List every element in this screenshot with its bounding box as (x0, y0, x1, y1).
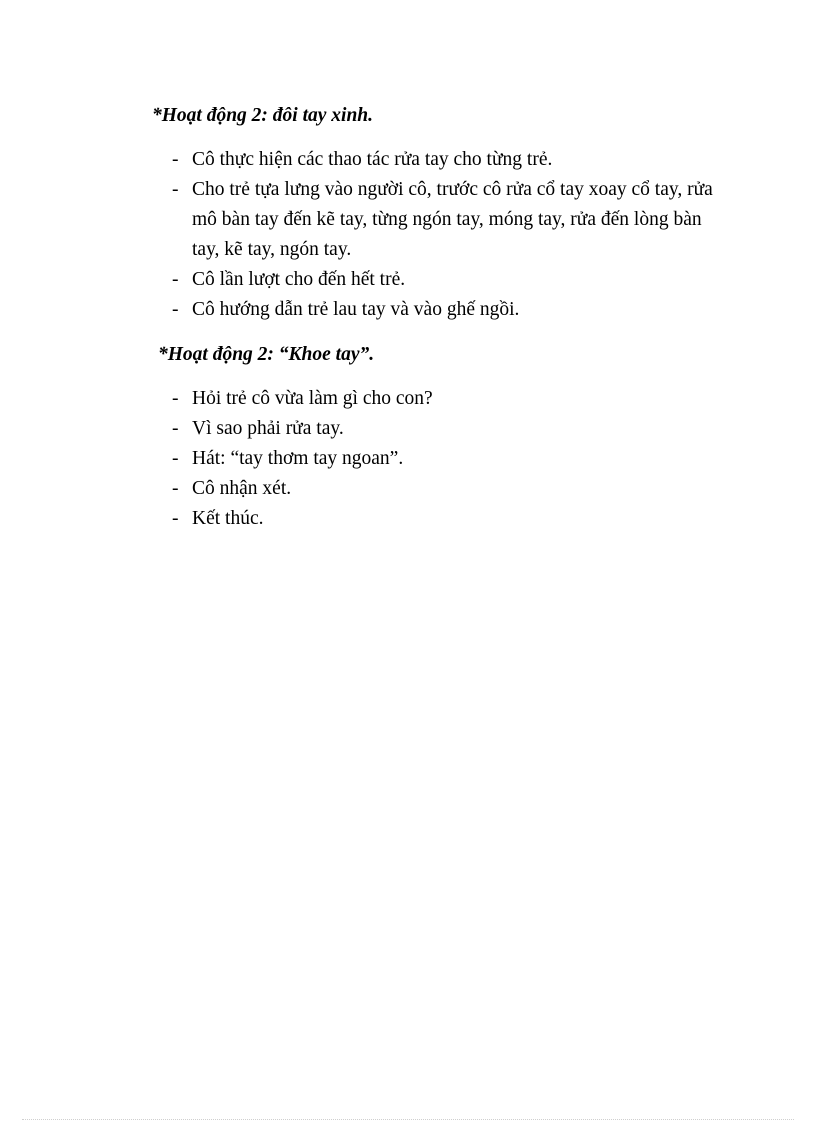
list-item (168, 444, 728, 474)
list-item-text: Vì sao phải rửa tay. (192, 418, 344, 439)
section-2-heading: *Hoạt động 2: “Khoe tay”. (158, 344, 375, 365)
list-item-text: Hỏi trẻ cô vừa làm gì cho con? (192, 388, 433, 409)
list-item (168, 145, 728, 175)
list-item (168, 265, 728, 295)
list-dash: - (172, 299, 179, 320)
section-2-list (168, 384, 728, 534)
list-item-text: Cô lần lượt cho đến hết trẻ. (192, 269, 406, 290)
list-dash: - (172, 508, 179, 529)
list-item-text: Hát: “tay thơm tay ngoan”. (192, 448, 404, 469)
list-dash: - (172, 269, 179, 290)
list-item-text: Cô hướng dẫn trẻ lau tay và vào ghế ngồi. (192, 299, 520, 320)
list-dash: - (172, 388, 179, 409)
list-dash: - (172, 179, 179, 200)
list-item-text: Kết thúc. (192, 508, 264, 529)
section-1-heading: *Hoạt động 2: đôi tay xinh. (152, 105, 374, 126)
list-item (168, 175, 728, 265)
list-item (168, 504, 728, 534)
list-item-text: Cho trẻ tựa lưng vào người cô, trước cô rửa cổ tay xoay cổ tay, rửa mô bàn tay đến kẽ tay, từng ngón tay, móng tay, rửa đến lòng bàn tay, kẽ tay, ngón tay. (192, 179, 713, 260)
list-item (168, 414, 728, 444)
page-bottom-divider (22, 1119, 794, 1120)
list-dash: - (172, 418, 179, 439)
list-item (168, 384, 728, 414)
section-1-list (168, 145, 728, 325)
list-item-text: Cô nhận xét. (192, 478, 292, 499)
list-item (168, 474, 728, 504)
list-dash: - (172, 448, 179, 469)
list-item (168, 295, 728, 325)
list-dash: - (172, 478, 179, 499)
list-item-text: Cô thực hiện các thao tác rửa tay cho từng trẻ. (192, 149, 553, 170)
list-dash: - (172, 149, 179, 170)
